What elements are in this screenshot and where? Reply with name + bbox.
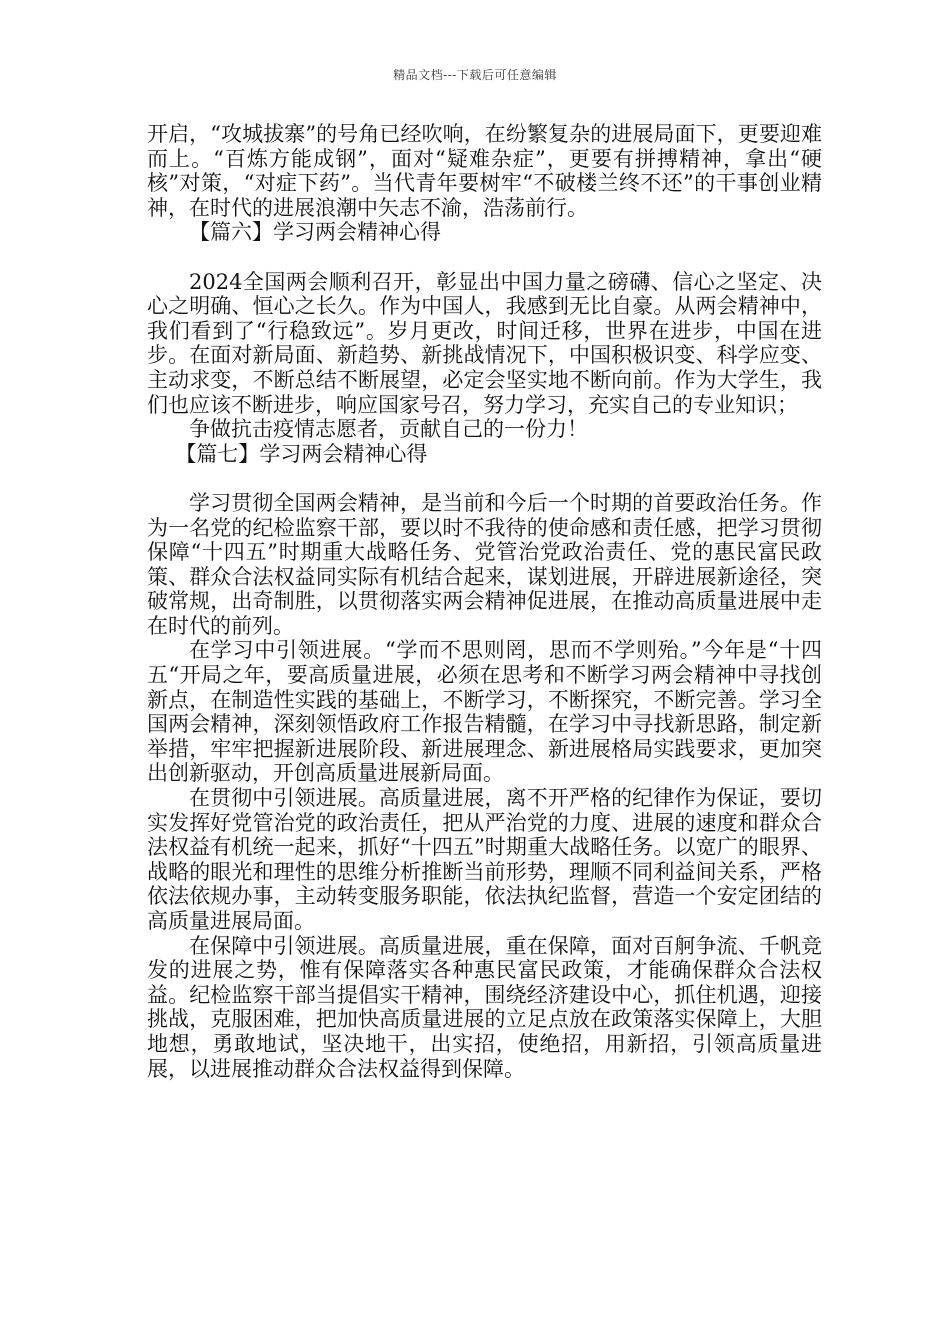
section6-paragraph-1: 2024全国两会顺利召开，彰显出中国力量之磅礴、信心之坚定、决心之明确、恒心之长久。作为中国人，我感到无比自豪。从两会精神中，我们看到了“行稳致远”。岁月更改，时间迁移，世界在进步，中国在进步。在面对新局面、新趋势、新挑战情况下，中国积极识变、科学应变、主动求变，不断总结不断展望，必定会坚实地不断向前。作为大学生，我们也应该不断进步，响应国家号召，努力学习，充实自己的专业知识； xyxy=(147,269,822,417)
spacer xyxy=(147,466,822,491)
section7-paragraph-2: 在学习中引领进展。“学而不思则罔，思而不学则殆。”今年是“十四五“开局之年，要高质量进展，必须在思考和不断学习两会精神中寻找创新点，在制造性实践的基础上，不断学习，不断探究，不断完善。学习全国两会精神，深刻领悟政府工作报告精髓，在学习中寻找新思路，制定新举措，牢牢把握新进展阶段、新进展理念、新进展格局实践要求，更加突出创新驱动，开创高质量进展新局面。 xyxy=(147,638,822,786)
section-heading-6: 【篇六】学习两会精神心得 xyxy=(189,220,441,245)
document-body xyxy=(147,122,822,1081)
section7-paragraph-4: 在保障中引领进展。高质量进展，重在保障，面对百舸争流、千帆竞发的进展之势，惟有保障落实各种惠民富民政策，才能确保群众合法权益。纪检监察干部当提倡实干精神，围绕经济建设中心，抓住机遇，迎接挑战，克服困难，把加快高质量进展的立足点放在政策落实保障上，大胆地想，勇敢地试，坚决地干，出实招，使绝招，用新招，引领高质量进展，以进展推动群众合法权益得到保障。 xyxy=(147,933,822,1081)
section6-paragraph-2: 争做抗击疫情志愿者，贡献自己的一份力！ xyxy=(189,417,588,442)
section7-paragraph-1: 学习贯彻全国两会精神，是当前和今后一个时期的首要政治任务。作为一名党的纪检监察干部，要以时不我待的使命感和责任感，把学习贯彻保障“十四五”时期重大战略任务、党管治党政治责任、党的惠民富民政策、群众合法权益同实际有机结合起来，谋划进展，开辟进展新途径，突破常规，出奇制胜，以贯彻落实两会精神促进展，在推动高质量进展中走在时代的前列。 xyxy=(147,490,822,638)
spacer xyxy=(147,245,822,270)
page-header: 精品文档---下载后可任意编辑 xyxy=(393,68,557,82)
section-heading-7: 【篇七】学习两会精神心得 xyxy=(175,441,428,466)
section7-paragraph-3: 在贯彻中引领进展。高质量进展，离不开严格的纪律作为保证，要切实发挥好党管治党的政治责任，把从严治党的力度、进展的速度和群众合法权益有机统一起来，抓好“十四五”时期重大战略任务。以宽广的眼界、战略的眼光和理性的思维分析推断当前形势，理顺不同利益间关系，严格依法依规办事，主动转变服务职能，依法执纪监督，营造一个安定团结的高质量进展局面。 xyxy=(147,786,822,933)
intro-paragraph: 开启，“攻城拔寨”的号角已经吹响，在纷繁复杂的进展局面下，更要迎难而上。“百炼方能成钢”，面对“疑难杂症”，更要有拼搏精神，拿出“硬核”对策，“对症下药”。当代青年要树牢“不破楼兰终不还”的干事创业精神，在时代的进展浪潮中矢志不渝，浩荡前行。 xyxy=(147,122,822,220)
